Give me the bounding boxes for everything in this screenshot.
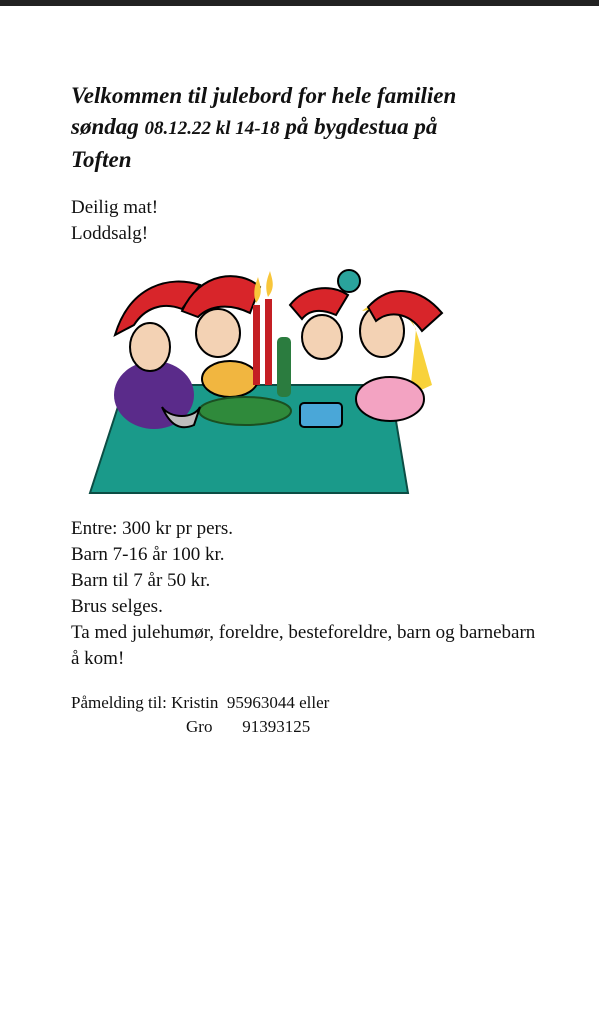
price-adult: Entre: 300 kr pr pers. bbox=[71, 518, 233, 539]
bring-family-note: Ta med julehumør, foreldre, besteforeldre, barn og barnebarn å kom! bbox=[71, 622, 536, 669]
invitation-title bbox=[71, 80, 541, 175]
contact-name-1: Kristin bbox=[171, 693, 219, 712]
contact-phone-1: 95963044 eller bbox=[226, 693, 330, 712]
signup-label: Påmelding til: bbox=[71, 693, 167, 712]
title-line-1: Velkommen til julebord for hele familien bbox=[71, 83, 457, 108]
signup-row-2 bbox=[71, 715, 329, 739]
signup-block bbox=[71, 691, 329, 739]
soft-drinks-note: Brus selges. bbox=[71, 596, 163, 617]
title-weekday: søndag bbox=[71, 114, 139, 139]
title-date-time: 08.12.22 kl 14-18 bbox=[144, 118, 280, 139]
contact-phone-2: 91393125 bbox=[242, 717, 311, 736]
signup-row-1 bbox=[71, 691, 329, 715]
status-bar-strip bbox=[0, 0, 599, 6]
intro-food: Deilig mat! bbox=[71, 197, 159, 218]
price-details bbox=[71, 516, 541, 672]
christmas-party-illustration bbox=[70, 265, 450, 495]
price-child-7-16: Barn 7-16 år 100 kr. bbox=[71, 544, 225, 565]
title-line-3: Toften bbox=[71, 147, 132, 172]
price-child-under-7: Barn til 7 år 50 kr. bbox=[71, 570, 211, 591]
contact-name-2: Gro bbox=[186, 717, 213, 736]
intro-block bbox=[71, 195, 158, 247]
title-venue: på bygdestua på bbox=[285, 114, 438, 139]
intro-lottery: Loddsalg! bbox=[71, 223, 149, 244]
